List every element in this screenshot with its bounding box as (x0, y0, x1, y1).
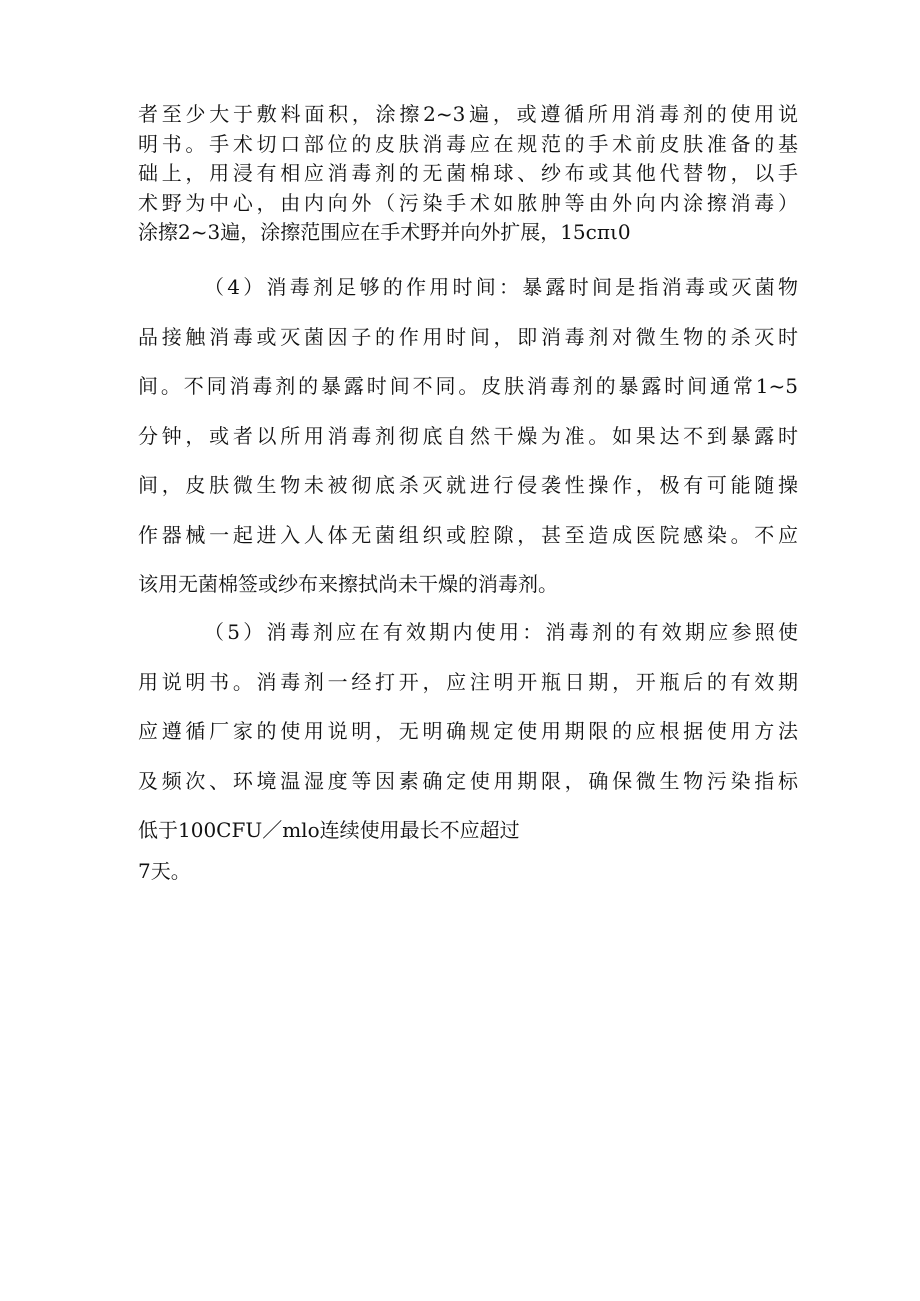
text-line: 者至少大于敷料面积，涂擦2~3遍，或遵循所用消毒剂的使用说 (138, 102, 798, 126)
text-line: 间。不同消毒剂的暴露时间不同。皮肤消毒剂的暴露时间通常1~5 (138, 374, 798, 398)
text-line: 作器械一起进入人体无菌组织或腔隙，甚至造成医院感染。不应 (138, 522, 798, 547)
paragraph-continuation (138, 100, 798, 248)
text-line: 分钟，或者以所用消毒剂彻底自然干燥为准。如果达不到暴露时 (138, 423, 798, 448)
text-line: 础上，用浸有相应消毒剂的无菌棉球、纱布或其他代替物，以手 (138, 161, 798, 185)
text-line: 涂擦2~3遍，涂擦范围应在手术野并向外扩展，15cπι0 (138, 220, 631, 244)
text-line: （4）消毒剂足够的作用时间：暴露时间是指消毒或灭菌物 (204, 275, 798, 299)
text-line: 及频次、环境温湿度等因素确定使用期限，确保微生物污染指标 (138, 768, 798, 793)
paragraph-validity-period (138, 608, 798, 886)
text-line: 应遵循厂家的使用说明，无明确规定使用期限的应根据使用方法 (138, 719, 798, 743)
text-line: 间，皮肤微生物未被彻底杀灭就进行侵袭性操作，极有可能随操 (138, 473, 798, 497)
text-line: 用说明书。消毒剂一经打开，应注明开瓶日期，开瓶后的有效期 (138, 669, 798, 694)
text-line: 术野为中心，由内向外（污染手术如脓肿等由外向内涂擦消毒） (138, 190, 798, 215)
text-line: 低于100CFU／mlo连续使用最长不应超过 (138, 818, 520, 842)
paragraph-exposure-time (138, 263, 798, 610)
text-line: 品接触消毒或灭菌因子的作用时间，即消毒剂对微生物的杀灭时 (138, 324, 798, 349)
text-line: 明书。手术切口部位的皮肤消毒应在规范的手术前皮肤准备的基 (138, 131, 798, 156)
text-line: （5）消毒剂应在有效期内使用：消毒剂的有效期应参照使 (204, 620, 798, 644)
text-line: 该用无菌棉签或纱布来擦拭尚未干燥的消毒剂。 (138, 572, 558, 596)
text-line: 7天。 (138, 858, 191, 883)
